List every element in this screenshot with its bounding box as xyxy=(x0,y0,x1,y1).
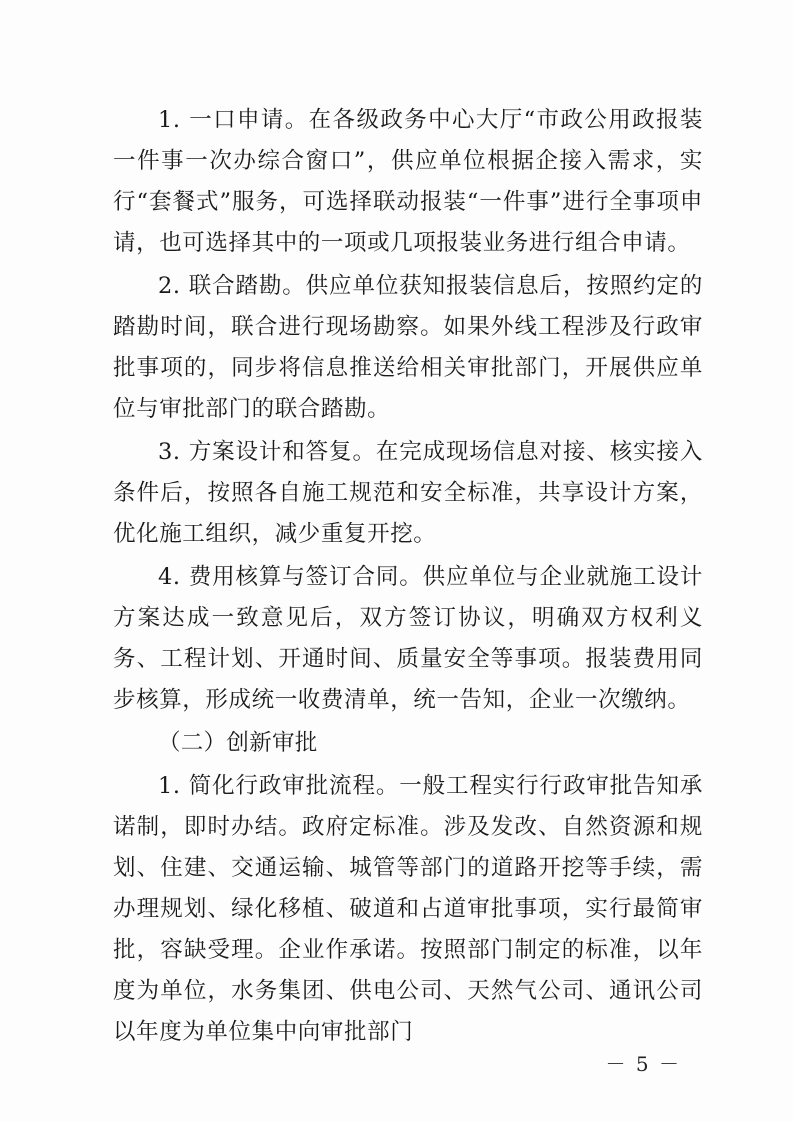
section-heading-innovative-approval: （二）创新审批 xyxy=(158,730,318,756)
paragraph-one-stop-application: 1. 一口申请。在各级政务中心大厅“市政公用政报装一件事一次办综合窗口”，供应单位根据企接入需求，实行“套餐式”服务，可选择联动报装“一件事”进行全事项申请，也可选择其中的一项或几项报装业务进行组合申请。 xyxy=(113,107,703,256)
paragraph-simplify-approval: 1. 简化行政审批流程。一般工程实行行政审批告知承诺制，即时办结。政府定标准。涉及发改、自然资源和规划、住建、交通运输、城管等部门的道路开挖等手续，需办理规划、绿化移植、破道和占道审批事项，实行最简审批，容缺受理。企业作承诺。按照部门制定的标准，以年度为单位，水务集团、供电公司、天然气公司、通讯公司以年度为单位集中向审批部门 xyxy=(113,773,703,1045)
paragraph-joint-survey: 2. 联合踏勘。供应单位获知报装信息后，按照约定的踏勘时间，联合进行现场勘察。如果外线工程涉及行政审批事项的，同步将信息推送给相关审批部门，开展供应单位与审批部门的联合踏勘。 xyxy=(113,273,703,422)
page-number: － 5 － xyxy=(605,1052,681,1076)
document-body xyxy=(113,100,703,1055)
paragraph-cost-and-contract: 4. 费用核算与签订合同。供应单位与企业就施工设计方案达成一致意见后，双方签订协议，明确双方权利义务、工程计划、开通时间、质量安全等事项。报装费用同步核算，形成统一收费清单，统一告知，企业一次缴纳。 xyxy=(113,564,703,713)
paragraph-design-and-reply: 3. 方案设计和答复。在完成现场信息对接、核实接入条件后，按照各自施工规范和安全标准，共享设计方案，优化施工组织，减少重复开挖。 xyxy=(113,439,703,547)
